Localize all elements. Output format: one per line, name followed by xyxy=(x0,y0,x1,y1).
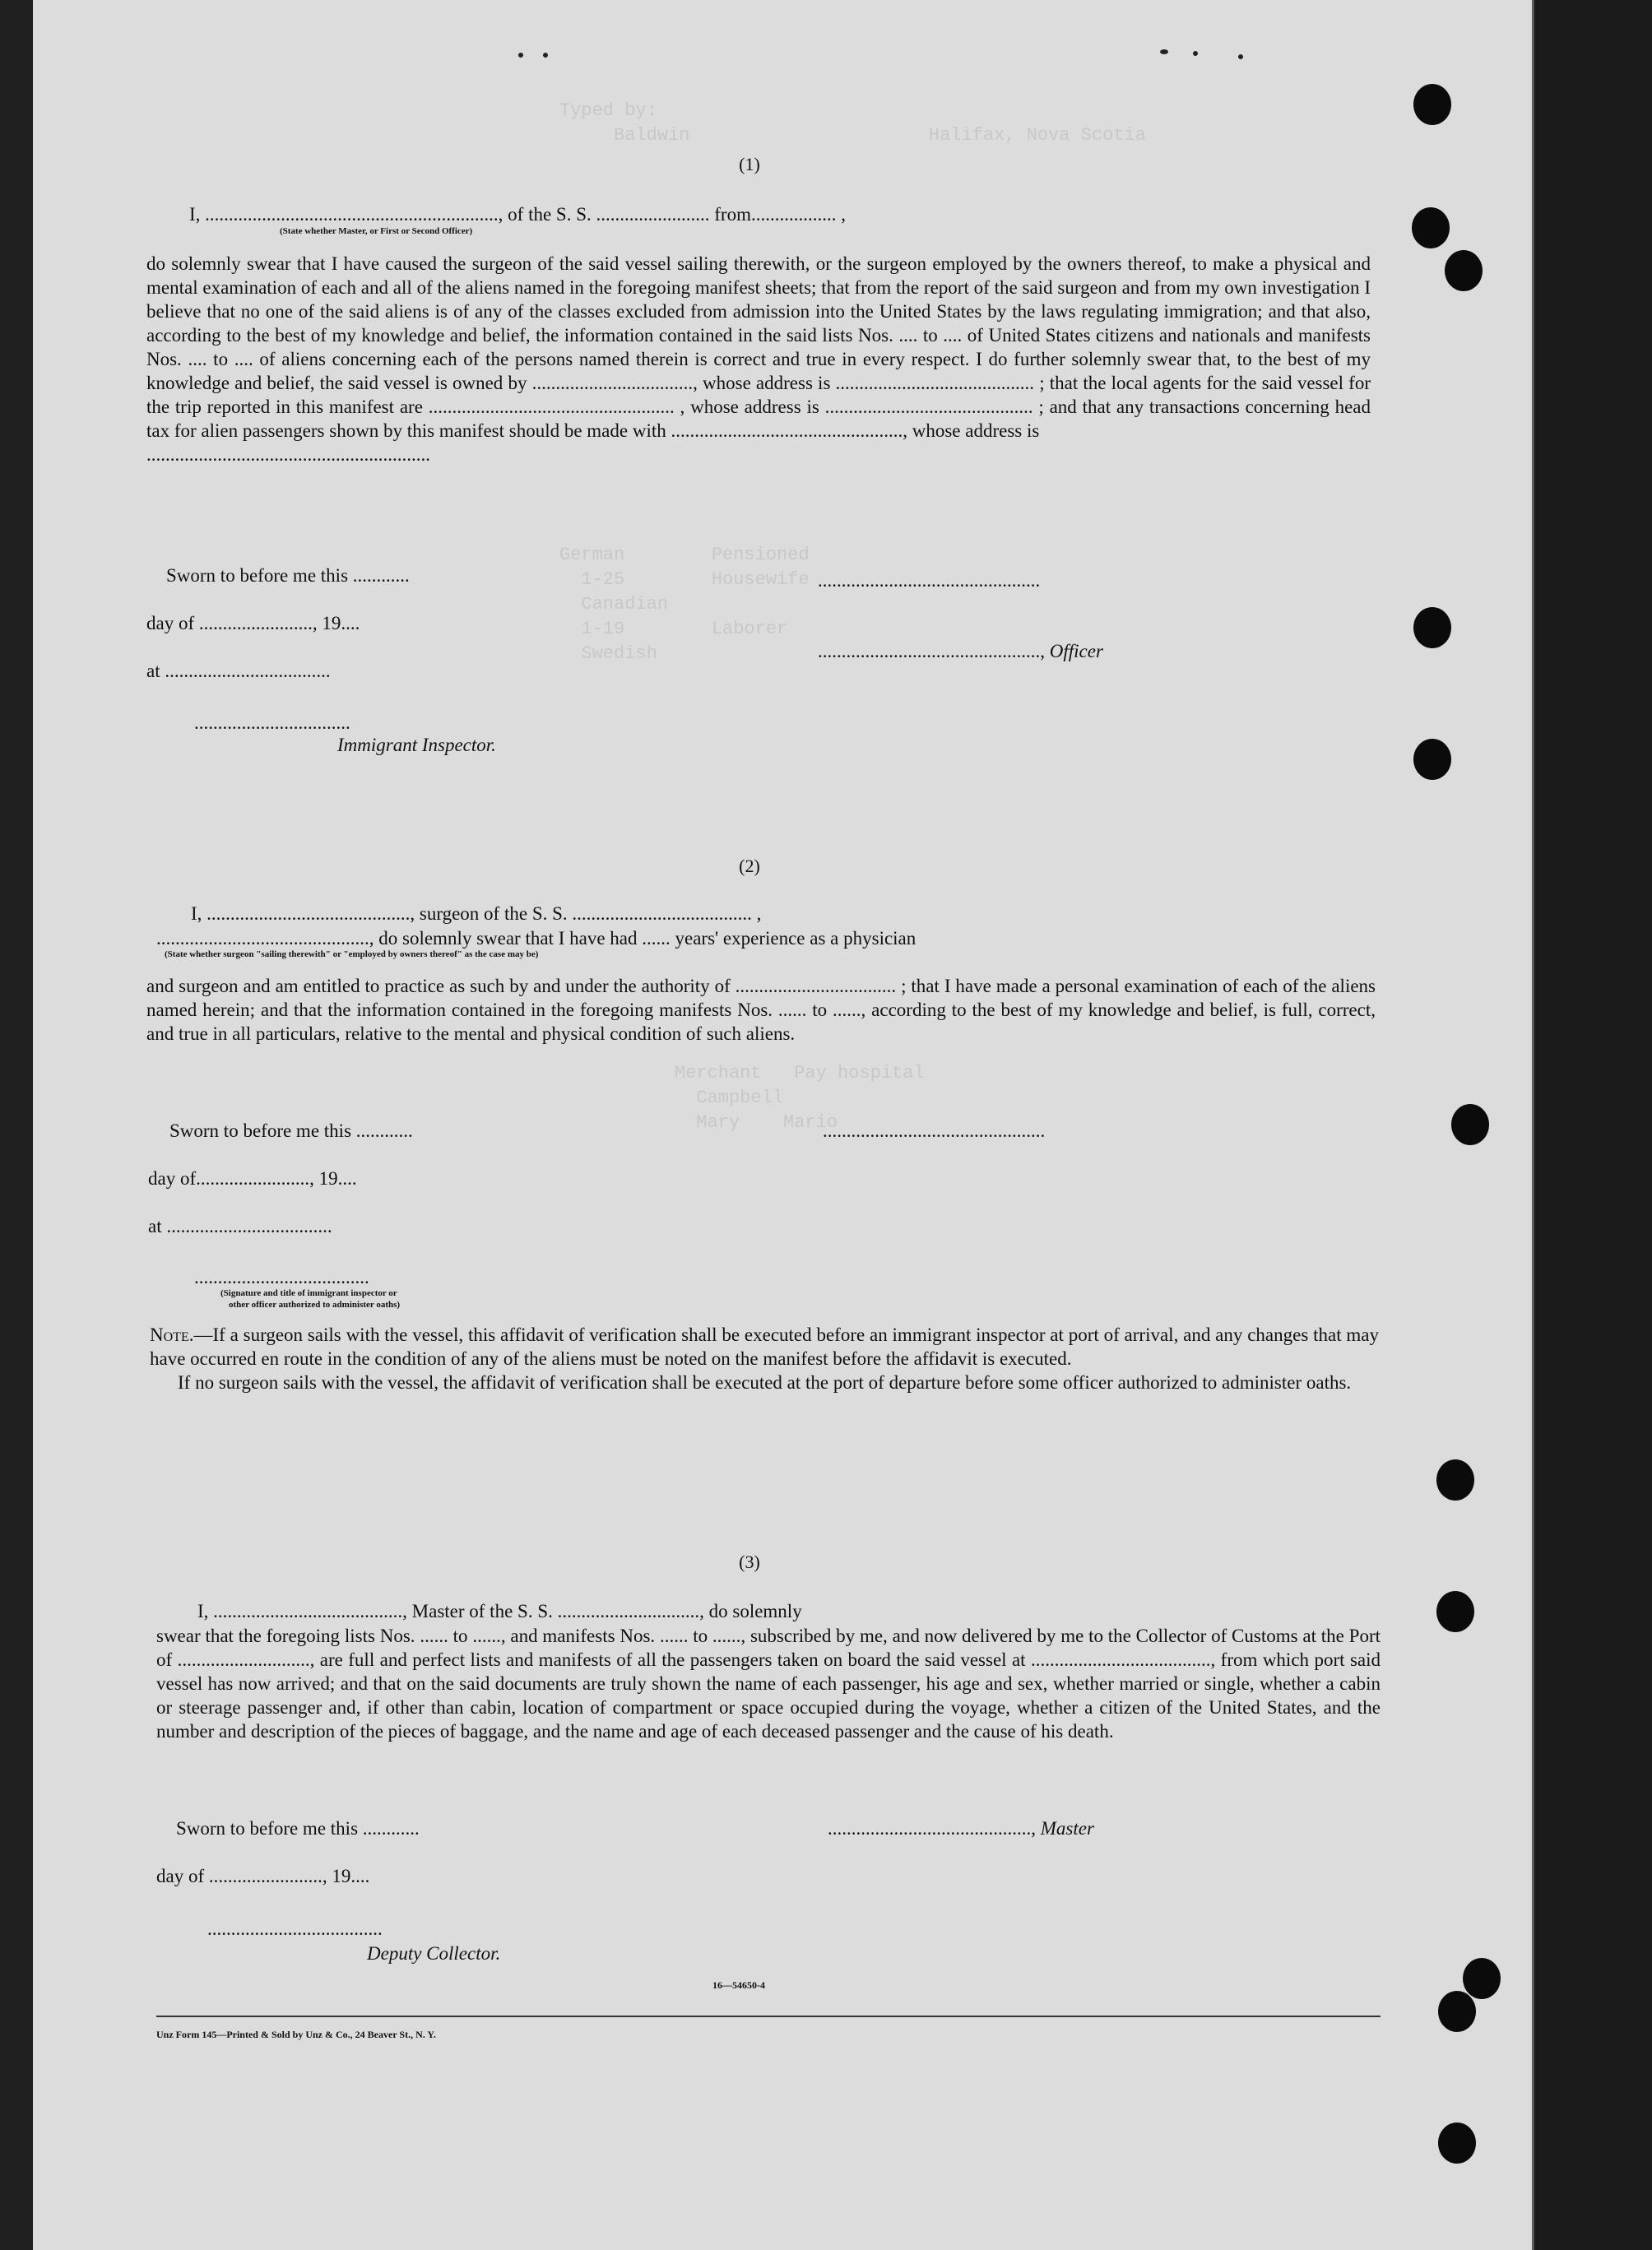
s2-note xyxy=(150,1323,1379,1394)
s2-surgeon-line: I, ..........................................., surgeon of the S. S. ...................................... , xyxy=(191,903,762,924)
bleed-through-text: Typed by: Baldwin Halifax, Nova Scotia xyxy=(559,100,1146,146)
section-2-number: (2) xyxy=(739,856,760,876)
s1-body-text: do solemnly swear that I have caused the surgeon of the said vessel sailing therewith, or the surgeon employed by the owners thereof, to make a physical and mental examination of each and all of the aliens named in the foregoing manifest sheets; that from the report of the said surgeon and from my own investigation I believe that no one of the said aliens is of any of the classes excluded from admission into the United States by the laws regulating immigration; and that also, according to the best of my knowledge and belief, the information contained in the said lists Nos. .... to .... of United States citizens and nationals and manifests Nos. .... to .... of aliens concerning each of the persons named therein is correct and true in every respect. I do further solemnly swear that, to the best of my knowledge and belief, the said vessel is owned by .................................., whose address is .......................................... ; that the local agents for the said vessel for the trip reported in this manifest are .................................................... , whose address is ............................................ ; and that any transactions concerning head tax for alien passengers shown by this manifest should be made with ................................................., whose address is xyxy=(146,253,1371,441)
s1-sworn: Sworn to before me this ............ xyxy=(166,565,410,586)
s2-day: day of........................, 19.... xyxy=(148,1168,357,1189)
scan-specks xyxy=(494,48,790,59)
s3-master-dots: ..........................................., xyxy=(828,1818,1041,1839)
s1-officer-signature-line xyxy=(818,641,1103,662)
s1-affidavit-body xyxy=(146,252,1371,466)
binder-hole xyxy=(1438,1991,1476,2032)
s1-officer-dots: ..............................................., xyxy=(818,641,1050,661)
s2-note-text xyxy=(150,1323,1379,1371)
bleed-through-text: Merchant Pay hospital Campbell Mary Mario xyxy=(675,1063,925,1133)
s3-body-text: swear that the foregoing lists Nos. ...... to ......, and manifests Nos. ...... to ......, subscribed by me, and now delivered by me to the Collector of Customs at the Port of ............................, are full and perfect lists and manifests of all the passengers taken on board the said vessel at ......................................, from which port said vessel has now arrived; and that on the said documents are truly shown the name of each passenger, his age and sex, whether married or single, whether a cabin or steerage passenger and, if other than cabin, location of compartment or space occupied during the voyage, whether a citizen of the United States, and the number and description of the pieces of baggage, and the name and age of each deceased passenger and the cause of his death. xyxy=(156,1626,1381,1742)
binder-hole xyxy=(1436,1459,1474,1501)
s2-signature-note-1: (Signature and title of immigrant inspector or xyxy=(220,1288,397,1298)
s1-officer-note: (State whether Master, or First or Second Officer) xyxy=(280,226,473,236)
page-edge xyxy=(1532,0,1534,2250)
binder-hole xyxy=(1436,1591,1474,1632)
binder-hole xyxy=(1413,739,1451,780)
s1-officer-line: I, .............................................................., of the S. S. ........................ from.................. , xyxy=(189,204,846,225)
bleed-through-text: German Pensioned 1-25 Housewife Canadian 1-19 Laborer Swedish xyxy=(559,545,810,664)
binder-hole xyxy=(1413,84,1451,125)
s2-right-signature-line: ............................................... xyxy=(823,1120,1046,1141)
s3-signature-line: ..................................... xyxy=(207,1918,383,1939)
scan-border xyxy=(0,0,33,2250)
s1-body-address-line: ............................................................ xyxy=(146,444,430,465)
s2-experience-line: ............................................., do solemnly swear that I have had ...... years' experience as a physician xyxy=(156,928,916,949)
s3-master-title: Master xyxy=(1040,1818,1094,1839)
s3-collector-title: Deputy Collector. xyxy=(367,1943,501,1964)
section-3-number: (3) xyxy=(739,1552,760,1572)
s1-officer-signature-line-top: ............................................... xyxy=(818,570,1041,591)
s2-note-label: Note. xyxy=(150,1324,194,1345)
s3-day: day of ........................, 19.... xyxy=(156,1866,370,1886)
binder-hole xyxy=(1463,1958,1501,1999)
s3-master-line: I, ........................................, Master of the S. S. .............................., do solemnly xyxy=(197,1601,802,1621)
s2-at: at ................................... xyxy=(148,1216,332,1236)
s1-at: at ................................... xyxy=(146,661,331,681)
s1-inspector-signature-line: ................................. xyxy=(194,712,350,733)
s2-signature-line: ..................................... xyxy=(194,1267,369,1287)
binder-hole xyxy=(1445,250,1483,291)
s2-surgeon-note: (State whether surgeon "sailing therewith" or "employed by owners thereof" as the case may be) xyxy=(165,949,539,959)
footer-rule xyxy=(156,2016,1381,2017)
s3-master-signature-line xyxy=(828,1818,1094,1839)
s3-affidavit-body xyxy=(156,1624,1381,1743)
binder-hole xyxy=(1438,2122,1476,2164)
binder-hole xyxy=(1413,607,1451,648)
binder-hole xyxy=(1451,1104,1489,1145)
form-number: 16—54650-4 xyxy=(712,1979,765,1991)
printer-footer: Unz Form 145—Printed & Sold by Unz & Co., 24 Beaver St., N. Y. xyxy=(156,2029,436,2040)
s1-officer-title: Officer xyxy=(1049,641,1103,661)
s3-sworn: Sworn to before me this ............ xyxy=(176,1818,420,1839)
s2-note-text-2: If no surgeon sails with the vessel, the affidavit of verification shall be executed at the port of departure before some officer authorized to administer oaths. xyxy=(178,1372,1352,1393)
s2-affidavit-body xyxy=(146,974,1376,1046)
s2-note-body: —If a surgeon sails with the vessel, this affidavit of verification shall be executed before an immigrant inspector at port of arrival, and any changes that may have occurred en route in the condition of any of the aliens must be noted on the manifest before the affidavit is executed. xyxy=(150,1324,1379,1369)
binder-hole xyxy=(1412,207,1450,248)
s2-body-text: and surgeon and am entitled to practice as such by and under the authority of .................................. ; that I have made a personal examination of each of the aliens named herein; and that the information contained in the foregoing manifests Nos. ...... to ......, according to the best of my knowledge and belief, is full, correct, and true in all particulars, relative to the mental and physical condition of such aliens. xyxy=(146,976,1376,1044)
section-1-number: (1) xyxy=(739,154,760,174)
s2-sworn: Sworn to before me this ............ xyxy=(169,1120,413,1141)
s2-signature-note-2: other officer authorized to administer oaths) xyxy=(229,1300,401,1310)
document-page xyxy=(33,0,1532,2250)
s1-inspector-title: Immigrant Inspector. xyxy=(337,735,496,755)
s1-day: day of ........................, 19.... xyxy=(146,613,360,633)
